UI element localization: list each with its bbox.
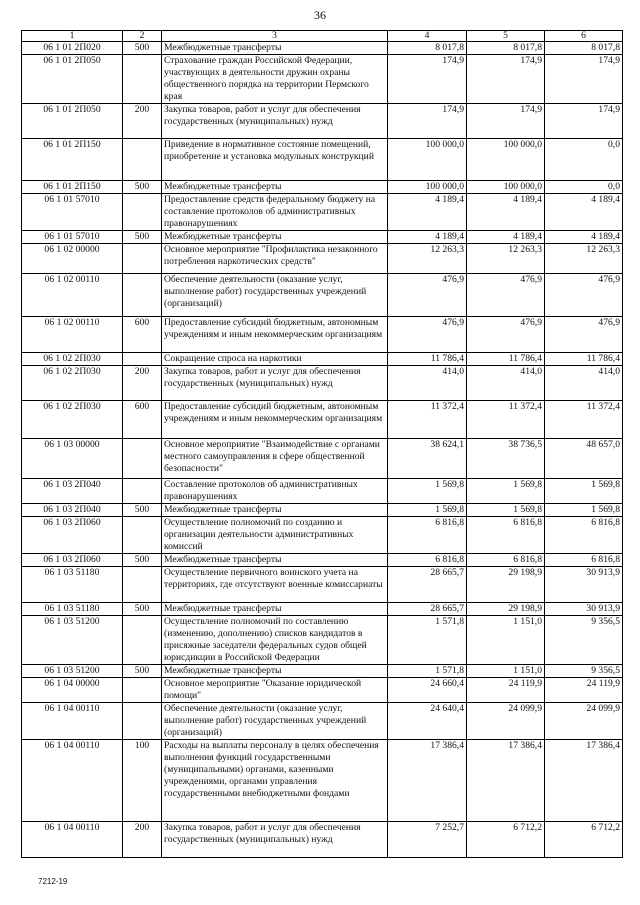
budget-table-body [22,31,623,858]
value-col5-cell: 1 569,8 [467,479,545,504]
value-col5-cell: 476,9 [467,274,545,317]
table-row [22,603,623,616]
column-header: 4 [388,31,467,42]
description-cell: Предоставление субсидий бюджетным, автономным учреждениям и иным некоммерческим организациям [162,401,388,439]
value-col4-cell: 100 000,0 [388,139,467,181]
expense-type-cell: 600 [123,317,162,353]
value-col5-cell: 24 119,9 [467,678,545,703]
budget-code-cell: 06 1 01 2П050 [22,104,123,139]
budget-code-cell: 06 1 03 2П060 [22,517,123,554]
description-cell: Составление протоколов об административных правонарушениях [162,479,388,504]
value-col5-cell: 17 386,4 [467,740,545,822]
expense-type-cell [123,703,162,740]
value-col6-cell: 30 913,9 [545,603,623,616]
expense-type-cell: 100 [123,740,162,822]
budget-code-cell: 06 1 01 57010 [22,231,123,244]
value-col5-cell: 12 263,3 [467,244,545,274]
expense-type-cell: 500 [123,42,162,55]
description-cell: Приведение в нормативное состояние помещений, приобретение и установка модульных конструкций [162,139,388,181]
expense-type-cell [123,274,162,317]
column-header: 3 [162,31,388,42]
expense-type-cell [123,517,162,554]
value-col5-cell: 6 816,8 [467,517,545,554]
value-col4-cell: 11 786,4 [388,353,467,366]
budget-code-cell: 06 1 03 00000 [22,439,123,479]
table-row [22,353,623,366]
description-cell: Обеспечение деятельности (оказание услуг, выполнение работ) государственных учреждений (организаций) [162,274,388,317]
value-col6-cell: 30 913,9 [545,567,623,603]
table-row [22,194,623,231]
table-row [22,366,623,401]
value-col5-cell: 174,9 [467,55,545,104]
table-row [22,665,623,678]
value-col5-cell: 29 198,9 [467,603,545,616]
table-row [22,740,623,822]
budget-code-cell: 06 1 04 00000 [22,678,123,703]
value-col5-cell: 4 189,4 [467,231,545,244]
expense-type-cell: 500 [123,231,162,244]
value-col6-cell: 11 372,4 [545,401,623,439]
expense-type-cell: 200 [123,366,162,401]
expense-type-cell [123,567,162,603]
budget-code-cell: 06 1 01 2П150 [22,181,123,194]
expense-type-cell: 500 [123,665,162,678]
budget-code-cell: 06 1 02 00110 [22,317,123,353]
description-cell: Закупка товаров, работ и услуг для обеспечения государственных (муниципальных) нужд [162,822,388,858]
value-col6-cell: 11 786,4 [545,353,623,366]
value-col4-cell: 476,9 [388,274,467,317]
budget-code-cell: 06 1 02 2П030 [22,366,123,401]
description-cell: Предоставление средств федеральному бюджету на составление протоколов об административных правонарушениях [162,194,388,231]
budget-code-cell: 06 1 02 00110 [22,274,123,317]
budget-code-cell: 06 1 04 00110 [22,703,123,740]
description-cell: Основное мероприятие "Профилактика незаконного потребления наркотических средств" [162,244,388,274]
value-col4-cell: 1 569,8 [388,504,467,517]
expense-type-cell [123,194,162,231]
budget-code-cell: 06 1 03 51200 [22,616,123,665]
budget-table [21,30,623,858]
value-col4-cell: 1 571,8 [388,616,467,665]
description-cell: Закупка товаров, работ и услуг для обеспечения государственных (муниципальных) нужд [162,104,388,139]
budget-code-cell: 06 1 01 57010 [22,194,123,231]
budget-code-cell: 06 1 01 2П050 [22,55,123,104]
value-col5-cell: 29 198,9 [467,567,545,603]
expense-type-cell [123,55,162,104]
table-row [22,42,623,55]
value-col4-cell: 4 189,4 [388,194,467,231]
value-col6-cell: 476,9 [545,317,623,353]
value-col6-cell: 8 017,8 [545,42,623,55]
value-col6-cell: 17 386,4 [545,740,623,822]
column-header: 2 [123,31,162,42]
expense-type-cell [123,479,162,504]
description-cell: Обеспечение деятельности (оказание услуг, выполнение работ) государственных учреждений (организаций) [162,703,388,740]
description-cell: Закупка товаров, работ и услуг для обеспечения государственных (муниципальных) нужд [162,366,388,401]
column-header: 1 [22,31,123,42]
value-col4-cell: 6 816,8 [388,517,467,554]
budget-code-cell: 06 1 01 2П150 [22,139,123,181]
value-col5-cell: 414,0 [467,366,545,401]
expense-type-cell: 500 [123,554,162,567]
table-row [22,181,623,194]
description-cell: Страхование граждан Российской Федерации, участвующих в деятельности дружин охраны общественного порядка на территории Пермского края [162,55,388,104]
value-col4-cell: 28 665,7 [388,603,467,616]
description-cell: Осуществление полномочий по созданию и организации деятельности административных комиссий [162,517,388,554]
value-col6-cell: 174,9 [545,55,623,104]
value-col5-cell: 8 017,8 [467,42,545,55]
value-col4-cell: 1 571,8 [388,665,467,678]
value-col5-cell: 4 189,4 [467,194,545,231]
value-col6-cell: 4 189,4 [545,194,623,231]
value-col6-cell: 4 189,4 [545,231,623,244]
table-row [22,554,623,567]
budget-code-cell: 06 1 02 00000 [22,244,123,274]
value-col4-cell: 1 569,8 [388,479,467,504]
expense-type-cell: 500 [123,603,162,616]
value-col4-cell: 8 017,8 [388,42,467,55]
table-row [22,317,623,353]
value-col4-cell: 12 263,3 [388,244,467,274]
table-row [22,504,623,517]
value-col5-cell: 11 372,4 [467,401,545,439]
budget-code-cell: 06 1 03 2П060 [22,554,123,567]
value-col4-cell: 476,9 [388,317,467,353]
value-col4-cell: 24 660,4 [388,678,467,703]
value-col5-cell: 1 569,8 [467,504,545,517]
table-row [22,401,623,439]
expense-type-cell [123,244,162,274]
table-row [22,703,623,740]
expense-type-cell: 600 [123,401,162,439]
value-col4-cell: 17 386,4 [388,740,467,822]
value-col6-cell: 1 569,8 [545,504,623,517]
value-col4-cell: 174,9 [388,55,467,104]
value-col4-cell: 174,9 [388,104,467,139]
expense-type-cell: 500 [123,504,162,517]
table-row [22,274,623,317]
budget-code-cell: 06 1 04 00110 [22,822,123,858]
column-header: 6 [545,31,623,42]
expense-type-cell [123,353,162,366]
value-col6-cell: 0,0 [545,181,623,194]
value-col5-cell: 100 000,0 [467,181,545,194]
description-cell: Предоставление субсидий бюджетным, автономным учреждениям и иным некоммерческим организациям [162,317,388,353]
description-cell: Межбюджетные трансферты [162,554,388,567]
value-col6-cell: 476,9 [545,274,623,317]
table-row [22,678,623,703]
value-col6-cell: 24 099,9 [545,703,623,740]
value-col4-cell: 414,0 [388,366,467,401]
value-col5-cell: 100 000,0 [467,139,545,181]
value-col4-cell: 100 000,0 [388,181,467,194]
value-col4-cell: 7 252,7 [388,822,467,858]
value-col6-cell: 414,0 [545,366,623,401]
description-cell: Основное мероприятие "Взаимодействие с органами местного самоуправления в сфере общественной безопасности" [162,439,388,479]
table-row [22,104,623,139]
value-col5-cell: 174,9 [467,104,545,139]
value-col4-cell: 11 372,4 [388,401,467,439]
value-col4-cell: 4 189,4 [388,231,467,244]
description-cell: Осуществление полномочий по составлению (изменению, дополнению) списков кандидатов в присяжные заседатели федеральных судов общей юрисдикции в Российской Федерации [162,616,388,665]
value-col6-cell: 12 263,3 [545,244,623,274]
value-col5-cell: 476,9 [467,317,545,353]
table-row [22,439,623,479]
value-col5-cell: 24 099,9 [467,703,545,740]
expense-type-cell [123,616,162,665]
description-cell: Осуществление первичного воинского учета на территориях, где отсутствуют военные комиссариаты [162,567,388,603]
value-col6-cell: 9 356,5 [545,665,623,678]
value-col6-cell: 48 657,0 [545,439,623,479]
table-header-row [22,31,623,42]
budget-code-cell: 06 1 02 2П030 [22,353,123,366]
budget-code-cell: 06 1 03 51180 [22,603,123,616]
value-col5-cell: 38 736,5 [467,439,545,479]
description-cell: Межбюджетные трансферты [162,231,388,244]
value-col6-cell: 1 569,8 [545,479,623,504]
budget-code-cell: 06 1 01 2П020 [22,42,123,55]
value-col6-cell: 9 356,5 [545,616,623,665]
budget-code-cell: 06 1 03 2П040 [22,504,123,517]
description-cell: Межбюджетные трансферты [162,603,388,616]
description-cell: Межбюджетные трансферты [162,42,388,55]
table-row [22,244,623,274]
expense-type-cell [123,139,162,181]
expense-type-cell [123,439,162,479]
table-row [22,139,623,181]
budget-code-cell: 06 1 02 2П030 [22,401,123,439]
value-col4-cell: 24 640,4 [388,703,467,740]
description-cell: Межбюджетные трансферты [162,504,388,517]
budget-code-cell: 06 1 03 51200 [22,665,123,678]
value-col5-cell: 1 151,0 [467,616,545,665]
value-col4-cell: 6 816,8 [388,554,467,567]
column-header: 5 [467,31,545,42]
table-row [22,567,623,603]
expense-type-cell [123,678,162,703]
value-col4-cell: 28 665,7 [388,567,467,603]
budget-code-cell: 06 1 03 51180 [22,567,123,603]
value-col5-cell: 1 151,0 [467,665,545,678]
value-col5-cell: 6 816,8 [467,554,545,567]
value-col6-cell: 6 712,2 [545,822,623,858]
value-col6-cell: 174,9 [545,104,623,139]
expense-type-cell: 200 [123,104,162,139]
value-col5-cell: 11 786,4 [467,353,545,366]
value-col6-cell: 0,0 [545,139,623,181]
document-code: 7212-19 [38,877,68,886]
budget-code-cell: 06 1 04 00110 [22,740,123,822]
expense-type-cell: 200 [123,822,162,858]
description-cell: Межбюджетные трансферты [162,665,388,678]
table-row [22,822,623,858]
description-cell: Расходы на выплаты персоналу в целях обеспечения выполнения функций государственными (муниципальными) органами, казенными учреждениями, органами управления государственными внебюджетными фондами [162,740,388,822]
table-row [22,517,623,554]
value-col4-cell: 38 624,1 [388,439,467,479]
description-cell: Сокращение спроса на наркотики [162,353,388,366]
value-col6-cell: 24 119,9 [545,678,623,703]
page-number: 36 [314,8,326,22]
table-row [22,479,623,504]
description-cell: Основное мероприятие "Оказание юридической помощи" [162,678,388,703]
description-cell: Межбюджетные трансферты [162,181,388,194]
table-row [22,231,623,244]
value-col5-cell: 6 712,2 [467,822,545,858]
value-col6-cell: 6 816,8 [545,554,623,567]
value-col6-cell: 6 816,8 [545,517,623,554]
budget-code-cell: 06 1 03 2П040 [22,479,123,504]
expense-type-cell: 500 [123,181,162,194]
table-row [22,616,623,665]
table-row [22,55,623,104]
